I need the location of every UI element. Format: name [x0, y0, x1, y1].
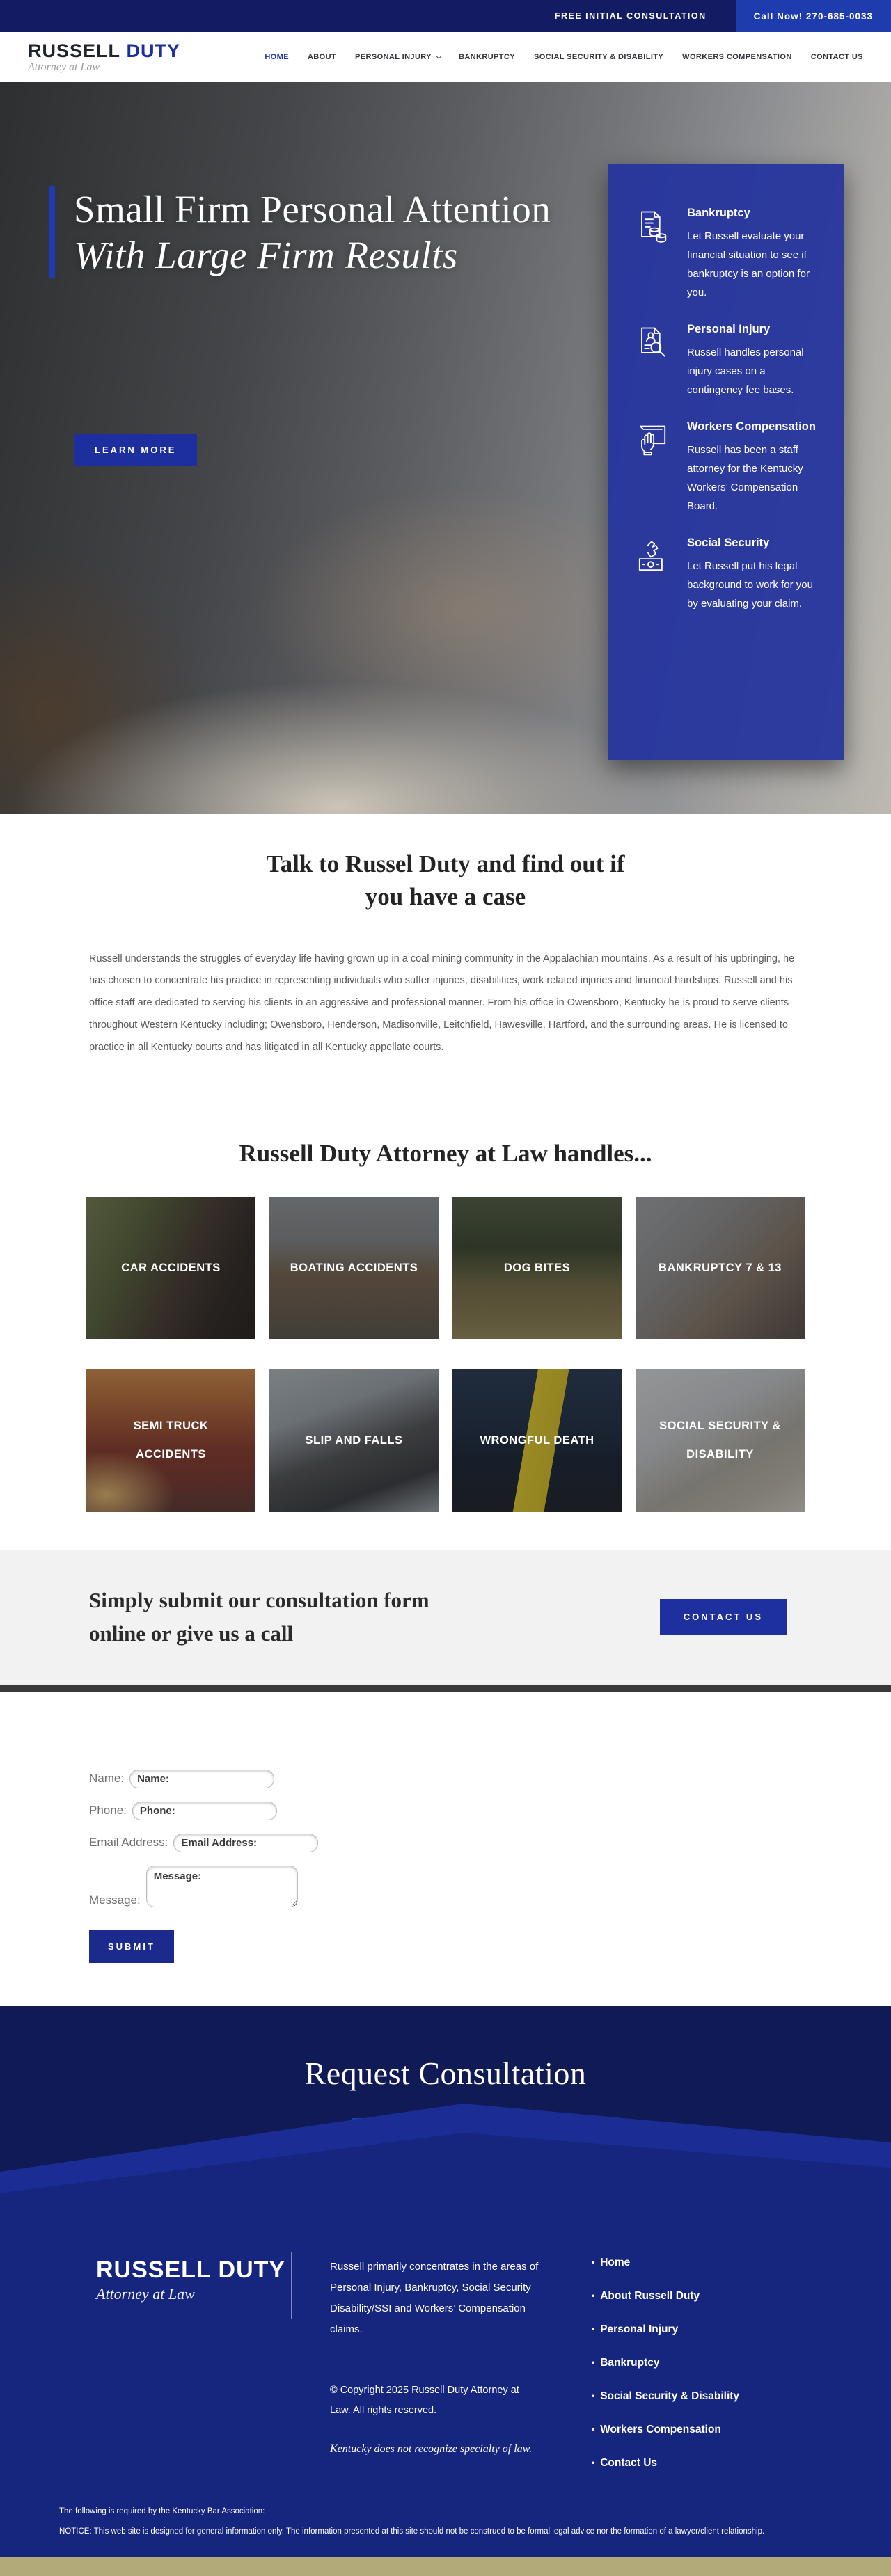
form-row-phone: [89, 1802, 802, 1820]
service-bankruptcy: [631, 207, 821, 302]
footer-logo-text: RUSSELL DUTY: [96, 2256, 286, 2283]
service-text: [687, 536, 821, 613]
social-security-money-icon: [631, 536, 675, 613]
card-wrongful-death[interactable]: WRONGFUL DEATH: [452, 1369, 622, 1512]
service-description: Let Russell evaluate your financial situation to see if bankruptcy is an option for you.: [687, 230, 810, 299]
hero-title: Small Firm Personal Attention With Large Firm Results: [74, 188, 551, 276]
personal-injury-file-icon: [631, 323, 675, 399]
message-field[interactable]: [146, 1866, 298, 1907]
nav-item-about[interactable]: ABOUT: [307, 53, 337, 61]
hero-section: [0, 82, 891, 814]
card-social-security-disability[interactable]: SOCIAL SECURITY & DISABILITY: [636, 1369, 805, 1512]
service-title: Social Security: [687, 536, 770, 549]
service-text: [687, 420, 821, 516]
hero-services-panel: [608, 164, 844, 760]
footer-link-home[interactable]: • Home: [592, 2257, 739, 2269]
card-bankruptcy-7-13[interactable]: BANKRUPTCY 7 & 13: [636, 1197, 805, 1339]
footer-logo-block[interactable]: [89, 2257, 291, 2490]
nav-item-workers-compensation[interactable]: WORKERS COMPENSATION: [682, 53, 792, 61]
nav-item-home[interactable]: HOME: [265, 53, 289, 61]
footer-link-about[interactable]: • About Russell Duty: [592, 2290, 739, 2303]
logo-second-word: DUTY: [126, 40, 181, 61]
card-dog-bites[interactable]: DOG BITES: [452, 1197, 622, 1339]
contact-form-section: [0, 1692, 891, 2006]
name-label: Name:: [89, 1772, 125, 1786]
service-title: Workers Compensation: [687, 420, 816, 433]
call-now-button[interactable]: Call Now! 270-685-0033: [736, 0, 891, 32]
footer-link-contact-us[interactable]: • Contact Us: [592, 2457, 739, 2470]
top-bar: [0, 0, 891, 32]
email-field[interactable]: [173, 1834, 318, 1852]
practice-areas-grid: [89, 1197, 802, 1512]
footer-about-text: Russell primarily concentrates in the areas of Personal Injury, Bankruptcy, Social Security Disability/SSI and Workers’ Compensation claims.: [330, 2260, 539, 2335]
nav-item-personal-injury[interactable]: PERSONAL INJURY: [355, 53, 440, 61]
email-label: Email Address:: [89, 1836, 168, 1850]
disclaimer-notice: NOTICE: This web site is designed for general information only. The information presented at this site should not be construed to be formal legal advice nor the formation of a lawyer/client relationship.: [59, 2527, 765, 2536]
nav-menu: [265, 53, 863, 61]
footer-logo-tagline: Attorney at Law: [96, 2284, 195, 2303]
service-description: Let Russell put his legal background to work for you by evaluating your claim.: [687, 560, 813, 610]
intro-heading: Talk to Russel Duty and find out if you have a case: [266, 850, 625, 911]
footer-about-column: [330, 2257, 540, 2490]
logo-tagline: Attorney at Law: [28, 61, 100, 73]
card-car-accidents[interactable]: CAR ACCIDENTS: [86, 1197, 255, 1339]
phone-field[interactable]: [132, 1802, 277, 1820]
contact-us-button[interactable]: CONTACT US: [660, 1599, 787, 1635]
handles-heading: Russell Duty Attorney at Law handles...: [239, 1139, 652, 1167]
nav-item-bankruptcy[interactable]: BANKRUPTCY: [458, 53, 515, 61]
service-title: Bankruptcy: [687, 207, 750, 219]
logo-text: [28, 40, 180, 62]
consultation-band-heading: Simply submit our consultation form online or give us a call: [89, 1587, 429, 1646]
intro-paragraph: Russell understands the struggles of everyday life having grown up in a coal mining community in the Appalachian mountains. As a result of his upbringing, he has chosen to concentrate his practice in representing individuals who suffer injuries, disabilities, work related injuries and financial hardships. Russell and his office staff are dedicated to serving his clients in an aggressive and professional manner. From his office in Owensboro, Kentucky he is proud to serve clients throughout Western Kentucky including; Owensboro, Henderson, Madisonville, Leitchfield, Hawesville, Hartford, and the surrounding areas. He is licensed to practice in all Kentucky courts and has litigated in all Kentucky appellate courts.: [89, 953, 795, 1054]
workers-compensation-hand-icon: [631, 420, 675, 516]
form-row-message: [89, 1866, 802, 1907]
service-title: Personal Injury: [687, 323, 771, 335]
learn-more-button[interactable]: LEARN MORE: [74, 434, 197, 466]
footer-link-personal-injury[interactable]: • Personal Injury: [592, 2323, 739, 2336]
footer-specialty-note: Kentucky does not recognize specialty of law.: [330, 2442, 533, 2455]
service-personal-injury: [631, 323, 821, 399]
bar-association-disclaimer: [0, 2490, 891, 2557]
footer-link-social-security[interactable]: • Social Security & Disability: [592, 2390, 739, 2403]
card-semi-truck-accidents[interactable]: SEMI TRUCK ACCIDENTS: [86, 1369, 255, 1512]
nav-item-contact-us[interactable]: CONTACT US: [810, 53, 863, 61]
site-logo[interactable]: [28, 40, 180, 74]
service-text: [687, 207, 821, 302]
nav-item-social-security[interactable]: SOCIAL SECURITY & DISABILITY: [533, 53, 664, 61]
footer-link-bankruptcy[interactable]: • Bankruptcy: [592, 2357, 739, 2369]
message-label: Message:: [89, 1893, 141, 1907]
free-consultation-label: FREE INITIAL CONSULTATION: [554, 11, 707, 21]
form-row-email: [89, 1834, 802, 1852]
disclaimer-intro: The following is required by the Kentucky Bar Association:: [59, 2506, 265, 2515]
name-field[interactable]: [129, 1770, 274, 1788]
phone-label: Phone:: [89, 1804, 127, 1818]
footer-vertical-divider: [291, 2252, 292, 2319]
footer-links: [592, 2257, 739, 2490]
service-text: [687, 323, 821, 399]
intro-section: [0, 814, 891, 1512]
service-description: Russell handles personal injury cases on a contingency fee bases.: [687, 347, 804, 396]
main-navbar: [0, 32, 891, 82]
footer-link-workers-compensation[interactable]: • Workers Compensation: [592, 2424, 739, 2436]
card-slip-and-falls[interactable]: SLIP AND FALLS: [269, 1369, 439, 1512]
service-workers-compensation: [631, 420, 821, 516]
consultation-band: [0, 1550, 891, 1685]
chevron-down-icon: [436, 53, 441, 58]
submit-button[interactable]: SUBMIT: [89, 1930, 174, 1963]
service-description: Russell has been a staff attorney for the Kentucky Workers’ Compensation Board.: [687, 444, 803, 512]
footer: [0, 2201, 891, 2576]
card-boating-accidents[interactable]: BOATING ACCIDENTS: [269, 1197, 439, 1339]
logo-first-word: RUSSELL: [28, 40, 121, 61]
request-consultation-heading: Request Consultation: [304, 2055, 587, 2091]
contact-form: [89, 1770, 802, 1963]
section-divider: [0, 1685, 891, 1692]
bankruptcy-document-icon: [631, 207, 675, 302]
service-social-security: [631, 536, 821, 613]
hero-title-block: [49, 186, 557, 278]
form-row-name: [89, 1770, 802, 1788]
footer-copyright: © Copyright 2025 Russell Duty Attorney at Law. All rights reserved.: [330, 2384, 519, 2416]
